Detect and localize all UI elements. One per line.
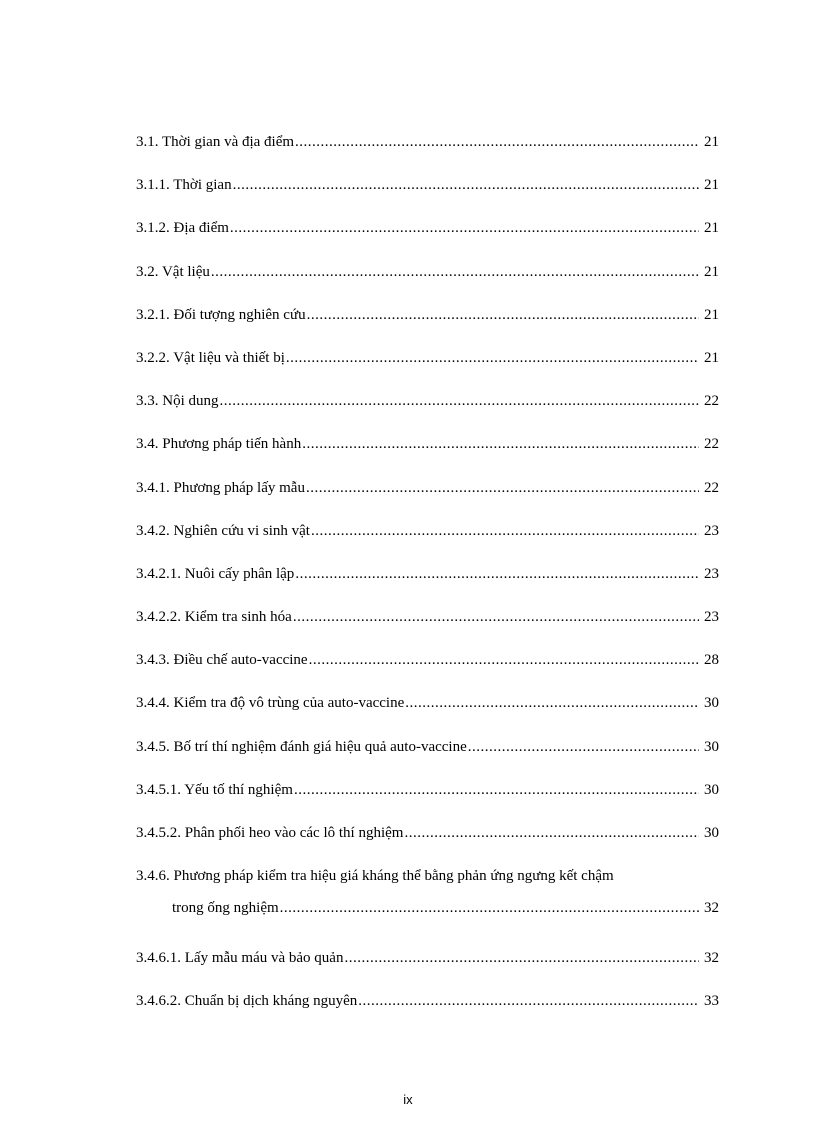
toc-leader-dots <box>295 133 699 151</box>
toc-entry-page: 28 <box>704 652 719 669</box>
toc-entry-title: 3.2.1. Đối tượng nghiên cứu <box>136 306 306 323</box>
toc-entry-page: 23 <box>704 522 719 539</box>
toc-entry-title: 3.4.5.1. Yếu tố thí nghiệm <box>136 781 293 798</box>
toc-entry-page: 22 <box>704 436 719 453</box>
toc-entry-title: 3.1. Thời gian và địa điểm <box>136 134 295 150</box>
toc-entry[interactable] <box>136 738 719 781</box>
toc-leader-dots <box>233 176 699 194</box>
toc-entry-page: 21 <box>704 220 719 237</box>
toc-entry-page: 23 <box>704 609 719 626</box>
toc-entry[interactable] <box>136 824 719 867</box>
toc-entry-page: 21 <box>704 306 719 323</box>
toc-entry-page: 32 <box>704 900 719 917</box>
toc-entry-title: 3.4.5.2. Phân phối heo vào các lô thí nghiệm <box>136 825 404 841</box>
toc-entry[interactable] <box>136 522 719 565</box>
toc-entry-page: 30 <box>704 695 719 712</box>
toc-entry[interactable] <box>136 349 719 392</box>
toc-entry-title: 3.2.2. Vật liệu và thiết bị <box>136 349 285 366</box>
toc-entry[interactable] <box>136 263 719 306</box>
toc-entry[interactable] <box>136 651 719 694</box>
toc-entry-page: 22 <box>704 393 719 410</box>
toc-leader-dots <box>280 899 699 917</box>
toc-leader-dots <box>468 738 699 756</box>
toc-entry-title-line2: trong ống nghiệm <box>172 900 279 917</box>
toc-entry-page: 23 <box>704 565 719 582</box>
toc-leader-dots <box>295 565 699 583</box>
toc-entry-page: 30 <box>704 781 719 798</box>
toc-entry[interactable] <box>136 565 719 608</box>
toc-entry-title: 3.4.3. Điều chế auto-vaccine <box>136 652 308 669</box>
toc-entry[interactable] <box>136 949 719 992</box>
toc-entry-title: 3.4.2.1. Nuôi cấy phân lập <box>136 565 295 582</box>
toc-entry[interactable] <box>136 608 719 651</box>
toc-leader-dots <box>302 435 699 453</box>
toc-entry-title: 3.4.1. Phương pháp lấy mẫu <box>136 479 305 496</box>
toc-entry-page: 21 <box>704 134 719 150</box>
toc-leader-dots <box>230 219 699 237</box>
table-of-contents <box>136 133 719 1036</box>
toc-leader-dots <box>307 306 699 324</box>
toc-entry[interactable] <box>136 479 719 522</box>
toc-entry-title: 3.4. Phương pháp tiến hành <box>136 436 302 453</box>
toc-leader-dots <box>293 608 699 626</box>
page-number: ix <box>403 1092 413 1107</box>
toc-leader-dots <box>344 949 699 967</box>
toc-entry-page: 21 <box>704 263 719 280</box>
toc-entry-title: 3.2. Vật liệu <box>136 263 210 280</box>
toc-entry-page: 33 <box>704 993 719 1010</box>
toc-entry-title: 3.4.4. Kiểm tra độ vô trùng của auto-vaccine <box>136 695 405 712</box>
toc-entry-title: 3.1.1. Thời gian <box>136 177 232 194</box>
toc-entry-title: 3.1.2. Địa điểm <box>136 220 229 237</box>
toc-leader-dots <box>211 263 699 281</box>
toc-entry-page: 21 <box>704 177 719 194</box>
toc-entry[interactable] <box>136 306 719 349</box>
toc-entry-title: 3.4.6.2. Chuẩn bị dịch kháng nguyên <box>136 993 358 1010</box>
toc-leader-dots <box>404 824 699 842</box>
toc-entry-page: 21 <box>704 349 719 366</box>
toc-leader-dots <box>220 392 700 410</box>
toc-leader-dots <box>294 781 699 799</box>
toc-entry[interactable] <box>136 992 719 1035</box>
toc-leader-dots <box>405 694 699 712</box>
toc-entry-title: 3.3. Nội dung <box>136 393 219 410</box>
toc-entry-title: 3.4.6.1. Lấy mẫu máu và bảo quản <box>136 950 344 967</box>
toc-entry[interactable] <box>136 176 719 219</box>
toc-entry-title: 3.4.2.2. Kiểm tra sinh hóa <box>136 609 292 626</box>
toc-leader-dots <box>311 522 699 540</box>
toc-entry-page: 30 <box>704 738 719 755</box>
toc-entry[interactable] <box>136 392 719 435</box>
toc-entry-page: 32 <box>704 950 719 967</box>
toc-entry-title: 3.4.2. Nghiên cứu vi sinh vật <box>136 522 310 539</box>
toc-entry-title-line1: 3.4.6. Phương pháp kiểm tra hiệu giá kháng thể bằng phản ứng ngưng kết chậm <box>136 868 614 885</box>
toc-entry[interactable] <box>136 435 719 478</box>
toc-entry[interactable] <box>136 219 719 262</box>
toc-entry-title: 3.4.5. Bố trí thí nghiệm đánh giá hiệu quả auto-vaccine <box>136 738 467 755</box>
toc-entry-page: 30 <box>704 825 719 841</box>
toc-entry-title-line2-row <box>136 899 719 917</box>
toc-leader-dots <box>358 992 699 1010</box>
toc-entry-page: 22 <box>704 479 719 496</box>
toc-entry-wrapped[interactable] <box>136 867 719 949</box>
toc-entry[interactable] <box>136 694 719 737</box>
toc-entry[interactable] <box>136 781 719 824</box>
toc-leader-dots <box>306 479 699 497</box>
toc-leader-dots <box>286 349 699 367</box>
toc-entry[interactable] <box>136 133 719 176</box>
toc-leader-dots <box>309 651 699 669</box>
